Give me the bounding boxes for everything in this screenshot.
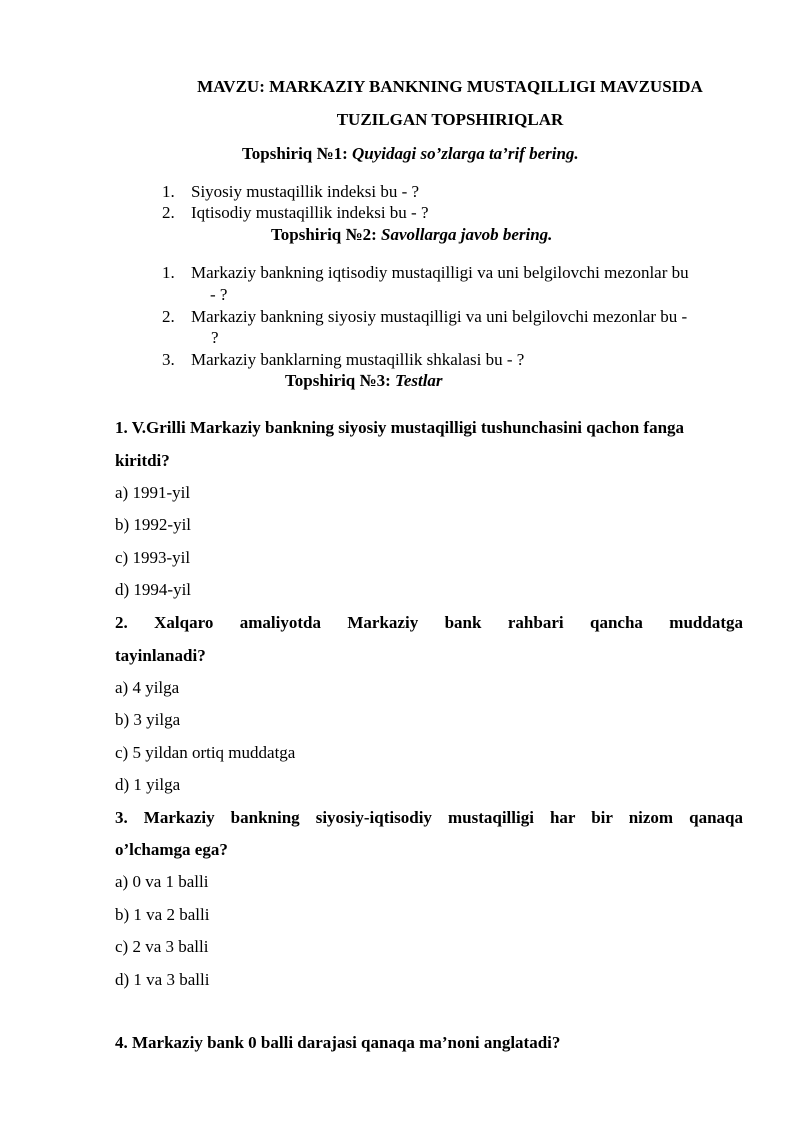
question-1-option-d: d) 1994-yil (115, 580, 192, 599)
list-text: Markaziy bankning iqtisodiy mustaqilligi va uni belgilovchi mezonlar bu (191, 263, 689, 282)
list-text: Siyosiy mustaqillik indeksi bu - ? (191, 182, 420, 201)
task-2-heading (271, 225, 552, 245)
question-2-option-a: a) 4 yilga (115, 678, 180, 697)
task-2-item-1-continuation: - ? (210, 285, 228, 304)
task-1-heading (242, 144, 579, 164)
question-1-option-b: b) 1992-yil (115, 515, 192, 534)
question-1-option-c: c) 1993-yil (115, 548, 191, 567)
question-3-option-c: c) 2 va 3 balli (115, 937, 209, 956)
question-3-option-b: b) 1 va 2 balli (115, 905, 210, 924)
list-number: 1. (162, 263, 175, 282)
list-number: 3. (162, 350, 175, 369)
task-2-item-2-continuation: ? (211, 328, 219, 347)
task-2-instruction: Savollarga javob bering. (381, 225, 553, 244)
question-1-option-a: a) 1991-yil (115, 483, 191, 502)
task-1-instruction: Quyidagi so’zlarga ta’rif bering. (352, 144, 579, 163)
question-4-line-1: 4. Markaziy bank 0 balli darajasi qanaqa ma’noni anglatadi? (115, 1033, 561, 1052)
question-2-line-2: tayinlanadi? (115, 646, 206, 665)
task-3-heading (285, 371, 443, 391)
list-number: 1. (162, 182, 175, 201)
question-2-option-b: b) 3 yilga (115, 710, 181, 729)
document-title-line-2: TUZILGAN TOPSHIRIQLAR (336, 110, 564, 129)
question-3-line-1: 3. Markaziy bankning siyosiy-iqtisodiy mustaqilligi har bir nizom qanaqa (115, 808, 743, 827)
list-text: Markaziy banklarning mustaqillik shkalasi bu - ? (191, 350, 525, 369)
list-text: Iqtisodiy mustaqillik indeksi bu - ? (191, 203, 429, 222)
task-3-instruction: Testlar (395, 371, 443, 390)
task-1-label: Topshiriq №1: (242, 144, 348, 163)
question-2-option-d: d) 1 yilga (115, 775, 181, 794)
question-2-option-c: c) 5 yildan ortiq muddatga (115, 743, 296, 762)
question-1-line-2: kiritdi? (115, 451, 170, 470)
question-3-option-d: d) 1 va 3 balli (115, 970, 210, 989)
task-3-label: Topshiriq №3: (285, 371, 391, 390)
document-title-line-1: MAVZU: MARKAZIY BANKNING MUSTAQILLIGI MAVZUSIDA (197, 77, 703, 96)
question-2-line-1: 2. Xalqaro amaliyotda Markaziy bank rahbari qancha muddatga (115, 613, 743, 632)
question-1-line-1: 1. V.Grilli Markaziy bankning siyosiy mustaqilligi tushunchasini qachon fanga (115, 418, 685, 437)
task-2-label: Topshiriq №2: (271, 225, 377, 244)
question-3-option-a: a) 0 va 1 balli (115, 872, 209, 891)
list-text: Markaziy bankning siyosiy mustaqilligi va uni belgilovchi mezonlar bu - (191, 307, 688, 326)
list-number: 2. (162, 203, 175, 222)
list-number: 2. (162, 307, 175, 326)
question-3-line-2: o’lchamga ega? (115, 840, 228, 859)
